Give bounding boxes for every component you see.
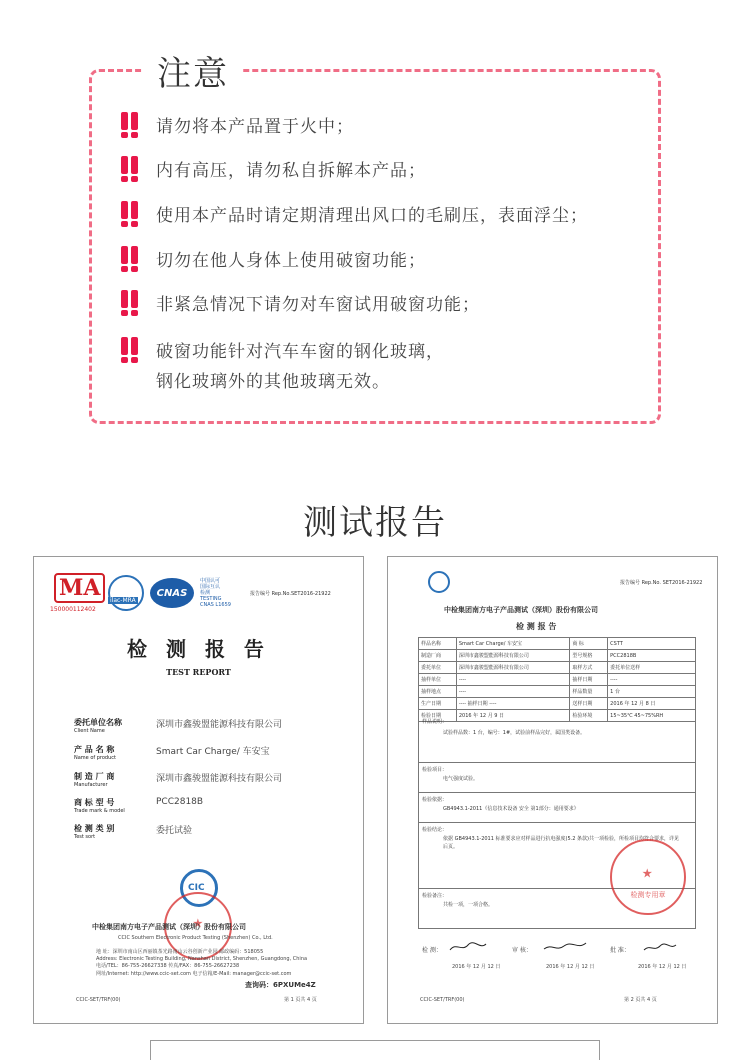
ilac-logo: ilac-MRA <box>108 575 144 611</box>
table-cell: 抽样地点 <box>419 686 457 698</box>
table-cell: 2016 年 12 月 8 日 <box>608 698 696 710</box>
org-name-en: CCIC Southern Electronic Product Testing (Shenzhen) Co., Ltd. <box>118 935 273 941</box>
notice-item: 请勿将本产品置于火中； <box>117 112 354 142</box>
cic-logo-small <box>428 571 450 593</box>
table-cell: 深圳市鑫骏盟能源科技有限公司 <box>456 662 569 674</box>
sign-date: 2016 年 12 月 12 日 <box>452 964 501 970</box>
table-cell: 制造厂商 <box>419 650 457 662</box>
address-line: 地 址：深圳市南山区西丽镇茶光路南山云谷创新产业园 邮政编码：518055 <box>96 949 264 955</box>
signature-tester <box>448 940 488 954</box>
table-cell: 1 台 <box>608 686 696 698</box>
table-cell: 委托单位 <box>419 662 457 674</box>
table-row <box>419 674 696 686</box>
report-cover-page <box>33 556 364 1024</box>
test-items: 检验项目： 电气强度试验。 <box>418 763 696 793</box>
table-cell: ---- <box>608 674 696 686</box>
address-line: 网址/Internet: http://www.ccic-set.com 电子信箱/E-Mail: manager@ccic-set.com <box>96 971 292 977</box>
exclamation-icon <box>117 337 141 363</box>
notice-line: 破窗功能针对汽车车窗的钢化玻璃， <box>156 342 444 362</box>
field-test-sort: 检 测 类 别 Test sort 委托试验 <box>74 824 193 840</box>
notice-line: 钢化玻璃外的其他玻璃无效。 <box>156 372 390 392</box>
table-row <box>419 662 696 674</box>
exclamation-icon <box>117 156 141 182</box>
cover-title: 检 测 报 告 <box>127 637 270 661</box>
sign-label-reviewer: 审 核： <box>512 947 532 954</box>
report-summary-page <box>387 556 718 1024</box>
table-row <box>419 638 696 650</box>
sign-label-tester: 检 测： <box>422 947 442 954</box>
table-cell: 检验日期 <box>419 710 457 722</box>
table-cell: 15~35℃ 45~75%RH <box>608 710 696 722</box>
report-number: 报告编号 Rep.No. SET2016-21922 <box>620 580 703 586</box>
notice-item: 内有高压，请勿私自拆解本产品； <box>117 156 426 186</box>
exclamation-icon <box>117 246 141 272</box>
table-cell: ---- <box>456 674 569 686</box>
table-cell: 取样方式 <box>570 662 608 674</box>
table-cell: 送样日期 <box>570 698 608 710</box>
page-title: 检 测 报 告 <box>516 622 557 631</box>
notice-item <box>117 337 444 397</box>
exclamation-icon <box>117 112 141 138</box>
report-number: 报告编号 Rep.No.SET2016-21922 <box>250 591 331 597</box>
notice-item: 切勿在他人身体上使用破窗功能； <box>117 246 426 276</box>
table-cell: 抽样单位 <box>419 674 457 686</box>
table-cell: 委托单位送样 <box>608 662 696 674</box>
page-info: 第 2 页共 4 页 <box>624 997 657 1003</box>
table-cell: PCC2818B <box>608 650 696 662</box>
table-cell: Smart Car Charge/ 车安宝 <box>456 638 569 650</box>
table-cell: ---- 抽样日期 ---- <box>456 698 569 710</box>
table-cell: 样品数量 <box>570 686 608 698</box>
table-cell: ---- <box>456 686 569 698</box>
table-row <box>419 650 696 662</box>
inspection-stamp: 检测专用章 <box>610 839 686 915</box>
field-product: 产 品 名 称 Name of product Smart Car Charge/ 车安宝 <box>74 745 270 761</box>
sign-label-approver: 批 准： <box>610 947 630 954</box>
exclamation-icon <box>117 201 141 227</box>
notice-item: 非紧急情况下请勿对车窗试用破窗功能； <box>117 290 480 320</box>
table-cell: 生产日期 <box>419 698 457 710</box>
cover-title-en: TEST REPORT <box>166 667 231 677</box>
table-row <box>419 698 696 710</box>
test-remark: 检验备注： 共检一项，一项合格。 <box>418 889 696 929</box>
sign-date: 2016 年 12 月 12 日 <box>638 964 687 970</box>
address-line: 电话/TEL：86-755-26627338 传真/FAX：86-755-26627238 <box>96 963 240 969</box>
cnas-accreditation-text: 中国认可 国际互认 检测 TESTING CNAS L1659 <box>200 578 231 608</box>
notice-title: 注意 <box>143 46 243 95</box>
table-cell: 抽样日期 <box>570 674 608 686</box>
sample-description: 样品说明： 试验样品数：1 台，编号：1#，试验前样品完好，属国类设备。 <box>418 715 696 763</box>
report-heading: 测试报告 <box>303 503 447 543</box>
test-basis: 检验依据： GB4943.1-2011《信息技术设备 安全 第1部分：通用要求》 <box>418 793 696 823</box>
field-client: 委托单位名称 Client Name 深圳市鑫骏盟能源科技有限公司 <box>74 718 283 734</box>
query-code: 查询码：6PXUMe4Z <box>245 981 316 989</box>
notice-item: 使用本产品时请定期清理出风口的毛刷压，表面浮尘； <box>117 201 588 231</box>
form-code: CCIC-SET/TRF(00) <box>76 997 121 1003</box>
sample-info-table <box>418 637 696 722</box>
signature-reviewer <box>542 940 588 954</box>
table-cell: 型号规格 <box>570 650 608 662</box>
ma-logo: MA 150000112402 <box>54 576 102 610</box>
table-cell: 2016 年 12 月 9 日 <box>456 710 569 722</box>
table-cell: CSTT <box>608 638 696 650</box>
exclamation-icon <box>117 290 141 316</box>
table-cell: 检验环境 <box>570 710 608 722</box>
address-line: Address: Electronic Testing Building, Nanshan District, Shenzhen, Guangdong, China <box>96 956 308 962</box>
org-name-cn: 中检集团南方电子产品测试（深圳）股份有限公司 <box>444 606 598 614</box>
table-cell: 样品名称 <box>419 638 457 650</box>
cnas-logo: CNAS <box>150 578 194 608</box>
cic-logo: CIC <box>180 869 218 907</box>
sign-date: 2016 年 12 月 12 日 <box>546 964 595 970</box>
test-conclusion: 检验结论： 依据 GB4943.1-2011 标准要求应对样品进行抗电强度(5.2 条款)共一项检验，所检项目均符合要求，详见后页。 <box>418 823 696 889</box>
field-model: 商 标 型 号 Trade mark & model PCC2818B <box>74 797 204 814</box>
org-name-cn: 中检集团南方电子产品测试（深圳）股份有限公司 <box>92 923 246 931</box>
logo-row <box>50 575 231 613</box>
next-page-edge <box>150 1040 600 1060</box>
table-row <box>419 686 696 698</box>
field-manufacturer: 制 造 厂 商 Manufacturer 深圳市鑫骏盟能源科技有限公司 <box>74 772 283 788</box>
page-info: 第 1 页共 4 页 <box>284 997 317 1003</box>
form-code: CCIC-SET/TRF(00) <box>420 997 465 1003</box>
table-cell: 深圳市鑫骏盟能源科技有限公司 <box>456 650 569 662</box>
signature-approver <box>642 940 678 954</box>
table-cell: 商 标 <box>570 638 608 650</box>
